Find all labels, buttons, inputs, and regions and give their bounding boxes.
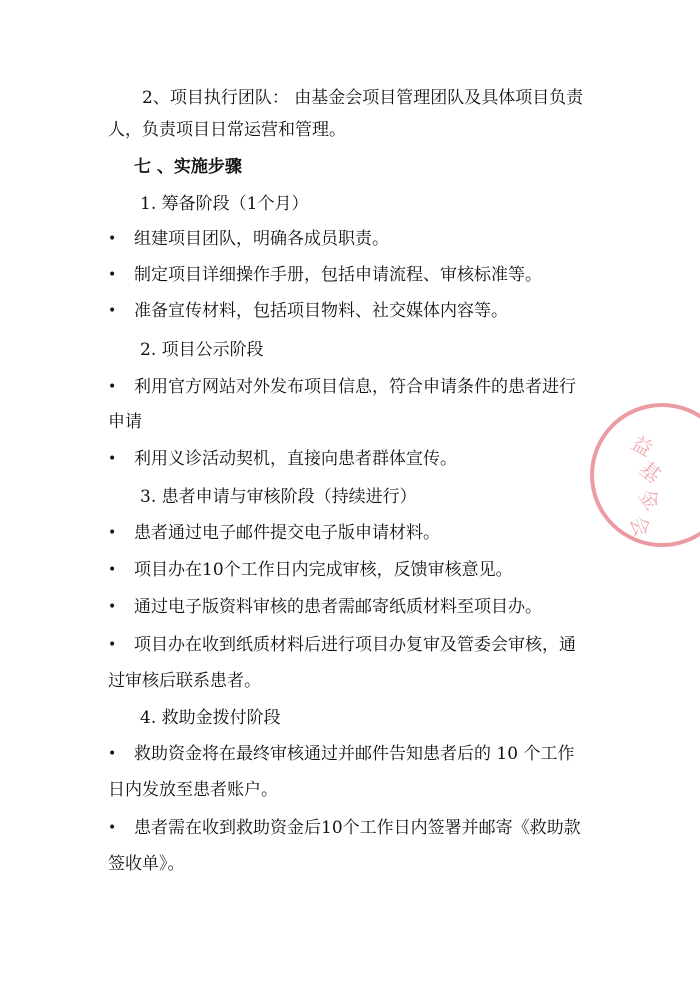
seal-char-1: 益 bbox=[627, 430, 657, 462]
bullet-icon: • bbox=[108, 562, 117, 578]
phase1-item-3: 准备宣传材料，包括项目物料、社交媒体内容等。 bbox=[134, 301, 508, 321]
phase4-title: 4. 救助金拨付阶段 bbox=[140, 708, 281, 728]
phase1-item-2: 制定项目详细操作手册，包括申请流程、审核标准等。 bbox=[134, 265, 542, 285]
bullet-icon: • bbox=[108, 303, 117, 319]
section-heading: 七 、实施步骤 bbox=[134, 157, 242, 177]
phase3-item-1: 患者通过电子邮件提交电子版申请材料。 bbox=[134, 523, 440, 543]
bullet-icon: • bbox=[108, 379, 117, 395]
phase4-item-1-cont: 日内发放至患者账户。 bbox=[108, 780, 278, 800]
bullet-icon: • bbox=[108, 525, 117, 541]
bullet-icon: • bbox=[108, 820, 117, 836]
phase4-item-1: 救助资金将在最终审核通过并邮件告知患者后的 10 个工作 bbox=[134, 744, 575, 764]
seal-char-2: 基 bbox=[634, 456, 666, 488]
bullet-icon: • bbox=[108, 637, 117, 653]
phase1-item-1: 组建项目团队，明确各成员职责。 bbox=[134, 229, 389, 249]
bullet-icon: • bbox=[108, 267, 117, 283]
phase2-title: 2. 项目公示阶段 bbox=[140, 340, 264, 360]
team-line-1: 2、项目执行团队： 由基金会项目管理团队及具体项目负责 bbox=[142, 88, 584, 108]
seal-char-4: 会 bbox=[625, 512, 655, 540]
team-line-2: 人，负责项目日常运营和管理。 bbox=[108, 120, 346, 140]
phase4-item-2-cont: 签收单》。 bbox=[108, 854, 185, 874]
phase3-item-4: 项目办在收到纸质材料后进行项目办复审及管委会审核，通 bbox=[134, 635, 576, 655]
phase4-item-2: 患者需在收到救助资金后10个工作日内签署并邮寄《救助款 bbox=[134, 818, 581, 838]
phase2-item-1: 利用官方网站对外发布项目信息，符合申请条件的患者进行 bbox=[134, 377, 576, 397]
phase3-item-4-cont: 过审核后联系患者。 bbox=[108, 671, 261, 691]
bullet-icon: • bbox=[108, 231, 117, 247]
phase2-item-2: 利用义诊活动契机，直接向患者群体宣传。 bbox=[134, 449, 457, 469]
phase1-title: 1. 筹备阶段（1个月） bbox=[140, 194, 309, 214]
phase3-title: 3. 患者申请与审核阶段（持续进行） bbox=[140, 487, 417, 507]
bullet-icon: • bbox=[108, 451, 117, 467]
bullet-icon: • bbox=[108, 746, 117, 762]
bullet-icon: • bbox=[108, 599, 117, 615]
phase3-item-2: 项目办在10个工作日内完成审核，反馈审核意见。 bbox=[134, 560, 513, 580]
foundation-seal-stamp bbox=[582, 395, 700, 555]
seal-char-3: 金 bbox=[633, 484, 666, 515]
phase3-item-3: 通过电子版资料审核的患者需邮寄纸质材料至项目办。 bbox=[134, 597, 542, 617]
phase2-item-1-cont: 申请 bbox=[108, 412, 142, 432]
